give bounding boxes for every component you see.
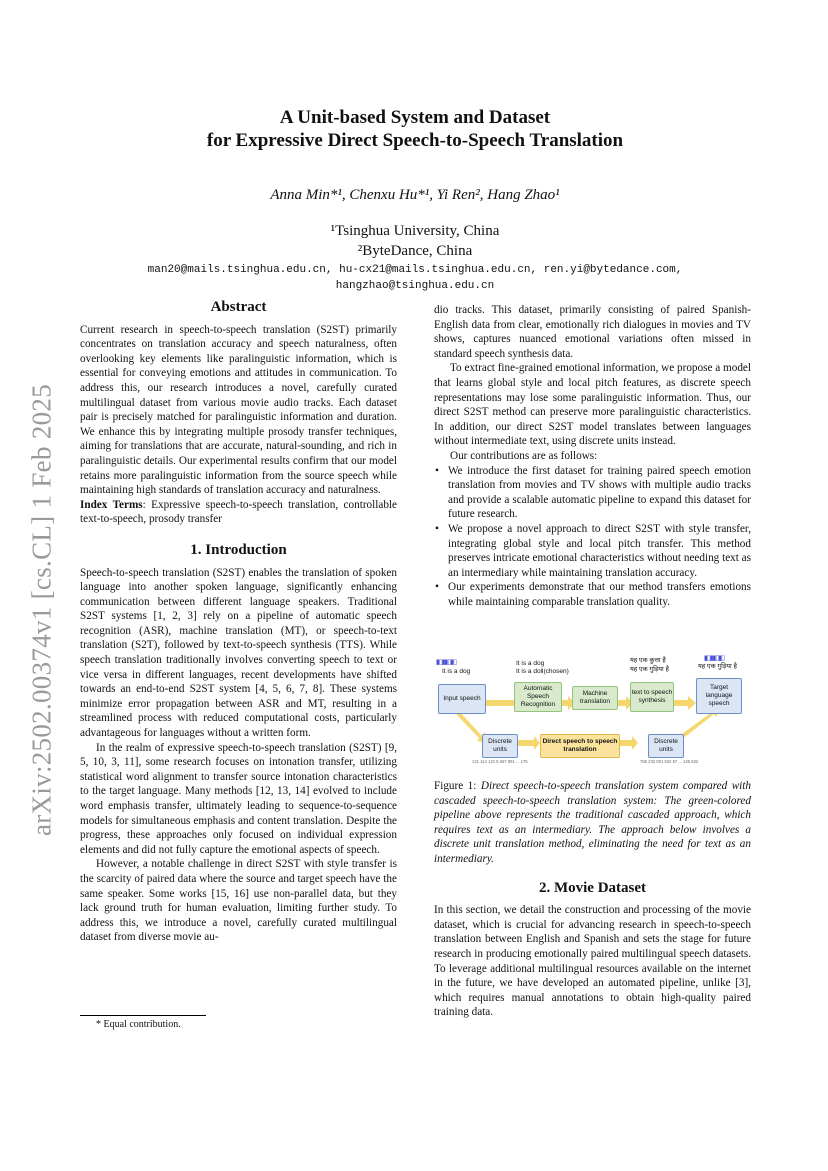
mt-output-2: यह एक गुड़िया है [630, 666, 669, 673]
mt-output-1: यह एक कुत्ता है [630, 657, 666, 664]
right-column [434, 303, 751, 609]
asr-output-1: It is a dog [516, 660, 545, 667]
author-list: Anna Min*¹, Chenxu Hu*¹, Yi Ren², Hang Zhao¹ [270, 187, 560, 203]
target-waveform-icon: ▮▯▮▮▯▮▯ [704, 655, 724, 662]
intro-paragraph-3: However, a notable challenge in direct S2ST with style transfer is the scarcity of paired data where the source and target speech have the same speaker. Some works [15, 16] use non-parallel data, but they lack ground truth for human evaluation, limiting further study. To address this, we introduce a novel, carefully curated multilingual dataset from diverse movie au- [80, 858, 397, 944]
right-paragraph-2: To extract fine-grained emotional information, we propose a model that learns global style and local pitch features, as discrete speech representations may lose some paralinguistic information. Thus, our direct S2ST method can preserve more paralinguistic characteristics. In addition, our direct S2ST model translates between languages without intermediate text, using discrete units instead. [434, 362, 751, 448]
introduction-heading: 1. Introduction [190, 541, 287, 558]
figure-1-diagram [436, 656, 754, 771]
contributions-intro: Our contributions are as follows: [450, 449, 598, 462]
title-line-1: A Unit-based System and Dataset [279, 107, 551, 128]
intro-paragraph-2: In the realm of expressive speech-to-speech translation (S2ST) [9, 5, 10, 3, 11], some research focuses on intonation transfer, utilizing statistical word alignment to transfer source intonation characteristics to the target language. Many methods [12, 13, 14] evolved to include word emphasis transfer, ultimately leading to sequence-to-sequence models for simultaneous emphasis and content translation. Despite the progress, these approaches only focused on individual expression elements and did not fully capture the emotional aspects of speech. [80, 741, 397, 856]
affiliation-1: ¹Tsinghua University, China [330, 223, 500, 239]
affiliations [90, 221, 740, 261]
index-terms-text: : Expressive speech-to-speech translation, controllable text-to-speech, prosody transfer [80, 498, 397, 526]
emails-line-1: man20@mails.tsinghua.edu.cn, hu-cx21@mails.tsinghua.edu.cn, ren.yi@bytedance.com, [147, 264, 683, 276]
figure-1-caption [434, 779, 751, 867]
abstract-text: Current research in speech-to-speech translation (S2ST) primarily concentrates on translation accuracy and speech naturalness, often overlooking key elements like paralinguistic information, which is essential for conveying emotions and attitudes in communication. To address this, our research introduces a novel, carefully curated multilingual dataset from various movie audio tracks. Each dataset pair is precisely matched for paralinguistic information and duration. We enhance this by integrating multiple prosody transfer techniques, aiming for translations that are accurate, natural-sounding, and rich in paralinguistic details. Our experimental results confirm that our model retains more paralinguistic information from the source speech while maintaining high standards of translation accuracy and naturalness. [80, 323, 397, 497]
machine-translation-box: Machine translation [572, 686, 618, 710]
arrow-units-to-direct [518, 736, 540, 750]
source-text: It is a dog [442, 668, 471, 675]
arxiv-id: arXiv:2502.00374v1 [cs.CL] 1 Feb 2025 [26, 383, 57, 837]
arrow-tts-to-target [672, 696, 696, 710]
emails-line-2: hangzhao@tsinghua.edu.cn [335, 279, 495, 292]
discrete-units-target-box: Discrete units [648, 734, 684, 758]
title-line-2: for Expressive Direct Speech-to-Speech Translation [206, 130, 624, 151]
affiliation-2: ²ByteDance, China [357, 243, 473, 259]
index-terms-label: Index Terms [80, 498, 143, 511]
index-terms [80, 498, 397, 527]
right-paragraph-1: dio tracks. This dataset, primarily consisting of paired Spanish-English data from clear, emotionally rich dialogues in movies and TV shows, captures nuanced emotional variations often missed in standard speech synthesis data. [434, 304, 751, 360]
source-unit-ids: 121 114 122 5 567 891 ... 175 [472, 759, 528, 764]
source-waveform-icon: ▮▯▮▮▯▮▯ [436, 659, 456, 666]
abstract-heading: Abstract [210, 299, 267, 315]
dataset-paragraph-1: In this section, we detail the construction and processing of the movie dataset, which is crucial for advancing research in speech-to-speech translation between English and Spanish and sets the stage for future research in producing emotionally paired multilingual speech datasets. To leverage additional multilingual resources available on the internet in the future, we have developed an automated pipeline, unlike [3], which requires manual annotations to obtain high-quality paired training data. [434, 904, 751, 1019]
intro-paragraph-1: Speech-to-speech translation (S2ST) enables the translation of spoken language into another spoken language, significantly enhancing communication between different language speakers. Traditional S2ST systems [1, 2, 3] rely on a pipeline of automatic speech recognition (ASR), machine translation (MT), or speech-to-text translation (S2T), followed by text-to-speech synthesis (TTS). While speech translation traditionally involves converting speech to text or vice versa in different languages, recent developments have shifted towards an end-to-end S2ST system [4, 5, 6, 7, 8]. These systems minimize error propagation between ASR and MT, resulting in a streamlined process with reduced computational costs, particularly advantageous for languages without a written form. [80, 566, 397, 740]
arxiv-side-stamp [14, 370, 70, 850]
caption-text: Direct speech-to-speech translation system compared with cascaded speech-to-speech translation system: The green-colored pipeline above represents the traditional cascaded approach, which requires text as an intermediary. The approach below involves a discrete unit translation method, eliminating the need for text as an intermediary. [434, 780, 751, 865]
movie-dataset-heading: 2. Movie Dataset [538, 879, 647, 896]
asr-box: Automatic Speech Recognition [514, 682, 562, 712]
input-speech-box: Input speech [438, 684, 486, 714]
footnote-rule [80, 1015, 206, 1016]
footnote: * Equal contribution. [96, 1019, 181, 1030]
author-emails [90, 263, 740, 294]
target-speech-box: Target language speech [696, 678, 742, 714]
target-text: यह एक गुड़िया है [698, 663, 737, 670]
left-column [80, 300, 397, 945]
target-unit-ids: 765 232 001 532 67 ... 135 532 [640, 759, 699, 764]
text-to-speech-box: text to speech synthesis [630, 682, 674, 712]
asr-output-2: It is a doll(chosen) [516, 668, 569, 675]
contribution-bullet-1: • We introduce the first dataset for training paired speech emotion translation from movies and TV shows with multiple audio tracks and provide a scalable automatic pipeline to expand this dataset for future research. [434, 464, 751, 522]
paper-title [90, 106, 740, 152]
discrete-units-source-box: Discrete units [482, 734, 518, 758]
contribution-bullet-2: • We propose a novel approach to direct S2ST with style transfer, integrating global style and local pitch transfer. This method preserves intricate emotional characteristics without needing text as an intermediary while maintaining translation accuracy. [434, 522, 751, 580]
caption-label: Figure 1: [434, 780, 481, 792]
arrow-direct-to-units [618, 736, 638, 750]
direct-s2st-box: Direct speech to speech translation [540, 734, 620, 758]
contribution-bullet-3: • Our experiments demonstrate that our method transfers emotions while maintaining comparable translation quality. [434, 580, 751, 609]
figure-1-caption-block [434, 779, 751, 1020]
